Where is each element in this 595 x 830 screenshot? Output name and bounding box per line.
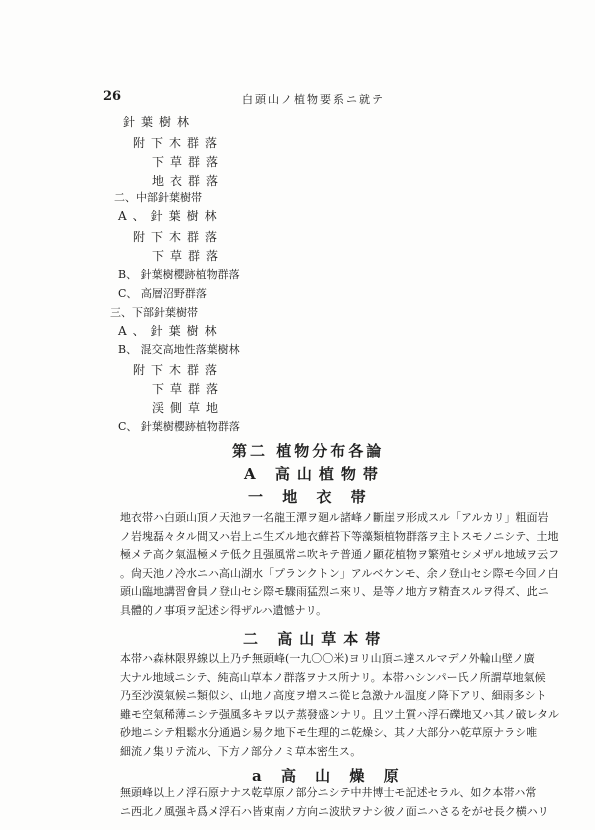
text-line: 本帯ハ森林限界線以上乃チ無頭峰(一九〇〇米)ヨリ山頂ニ達スルマデノ外輪山壁ノ廣	[120, 652, 535, 665]
text-line: 大ナル地域ニシテ、純高山草本ノ群落ヲナス所ナリ。本帯ハシンパー氏ノ所謂草地氣候	[120, 670, 546, 684]
outline-item: B、 混交高地性落葉樹林	[118, 343, 240, 356]
text-line: 雖モ空氣稀薄ニシテ强風多キヲ以テ蒸發盛ンナリ。且ツ土質ハ浮石礫地又ハ其ノ破レタル	[120, 707, 560, 721]
outline-item: C、 針葉樹櫻跡植物群落	[118, 420, 240, 433]
outline-item: 地衣群落	[152, 174, 225, 188]
outline-item: 附下木群落	[133, 363, 224, 377]
chapter-heading: 第二 植物分布各論	[232, 442, 385, 460]
text-line: ノ岩塊磊々タル間又ハ岩上ニ生ズル地衣蘚苔下等藻類植物群落ヲ主トスモノニシテ、土地	[120, 529, 559, 543]
outline-item: 附下木群落	[133, 230, 224, 244]
outline-item: 渓側草地	[152, 401, 225, 415]
text-line: 。尙天池ノ冷水ニハ高山湖水「プランクトン」アルベケンモ、余ノ登山セシ際モ今回ノ白	[120, 566, 559, 580]
running-title: 白頭山ノ植物要系ニ就テ	[242, 93, 385, 106]
text-line: 極メテ高ク氣温極メテ低ク且强風常ニ吹キテ普通ノ顯花植物ヲ繁殖セシメザル地域ヲ云フ	[120, 548, 560, 561]
text-line: 頭山臨地講習會員ノ登山セシ際モ驟雨猛烈ニ來リ、是等ノ地方ヲ精査スルヲ得ズ、此ニ	[120, 585, 549, 598]
outline-item: A、針葉樹林	[118, 209, 223, 223]
paragraph	[120, 784, 549, 821]
text-line: 砂地ニシテ粗鬆水分通過シ易ク地下モ生理的ニ乾燥シ、其ノ大部分ハ乾草原ナラシ唯	[120, 726, 538, 739]
paragraph	[120, 650, 560, 761]
page-number: 26	[103, 89, 122, 104]
text-line: 乃至沙漠氣候ニ類似シ、山地ノ高度ヲ增スニ從ヒ急激ナル温度ノ降下アリ、細雨多シト	[120, 689, 547, 702]
subsection-heading: a 高 山 燥 原	[252, 767, 406, 785]
paragraph	[120, 509, 560, 620]
section-heading: A 高山植物帯	[244, 465, 385, 483]
text-line: 地衣帯ハ白頭山頂ノ天池ヲ一名龍王潭ヲ廻ル諸峰ノ斷崖ヲ形成スル「アルカリ」粗面岩	[120, 511, 549, 524]
outline-item: 附下木群落	[133, 136, 224, 150]
subsection-heading: 二 高山草本帯	[243, 630, 388, 648]
subsection-heading: 一 地 衣 帯	[248, 488, 373, 506]
text-line: 具體的ノ事項ヲ記述シ得ザルハ遺憾ナリ。	[120, 603, 328, 617]
outline-item: C、 高層沼野群落	[118, 287, 207, 300]
outline-item: A、針葉樹林	[118, 324, 223, 338]
text-line: 無頭峰以上ノ浮石原ナナス乾草原ノ部分ニシテ中井博士モ記述セラル、如ク本帯ハ常	[120, 786, 537, 799]
outline-item: B、 針葉樹櫻跡植物群落	[118, 268, 240, 281]
outline-item: 三、下部針葉樹帯	[110, 306, 198, 319]
text-line: ニ西北ノ風强キ爲メ浮石ハ皆東南ノ方向ニ波狀ヲナシ彼ノ面ニハさるをがせ長ク横ハリ	[120, 804, 549, 818]
outline-item: 二、中部針葉樹帯	[114, 191, 202, 204]
outline-item: 下草群落	[152, 155, 225, 169]
outline-item: 針葉樹林	[123, 115, 196, 129]
outline-item: 下草群落	[152, 249, 225, 263]
text-line: 細流ノ集リテ流ル、下方ノ部分ノミ草本密生ス。	[120, 744, 362, 758]
outline-item: 下草群落	[152, 382, 225, 396]
